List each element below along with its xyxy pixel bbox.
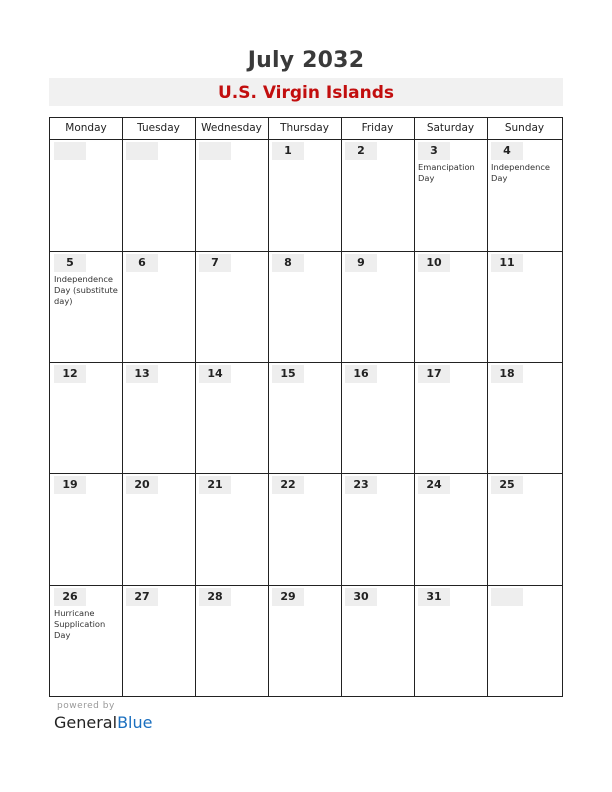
- day-cell[interactable]: [50, 473, 122, 585]
- day-number: 9: [345, 254, 377, 272]
- day-cell[interactable]: [487, 139, 562, 251]
- day-number: 26: [54, 588, 86, 606]
- day-number: 7: [199, 254, 231, 272]
- day-cell[interactable]: [195, 251, 268, 362]
- day-cell[interactable]: [487, 362, 562, 473]
- day-cell[interactable]: [414, 251, 487, 362]
- day-number: 24: [418, 476, 450, 494]
- day-number: 8: [272, 254, 304, 272]
- day-cell[interactable]: [50, 585, 122, 696]
- day-cell[interactable]: [50, 362, 122, 473]
- day-cell[interactable]: [195, 473, 268, 585]
- day-cell[interactable]: [195, 585, 268, 696]
- empty-day-cell: [195, 139, 268, 251]
- day-number: 6: [126, 254, 158, 272]
- region-banner: [49, 78, 563, 106]
- day-number: 21: [199, 476, 231, 494]
- day-number: 15: [272, 365, 304, 383]
- day-cell[interactable]: [487, 251, 562, 362]
- day-number: 20: [126, 476, 158, 494]
- day-number: 28: [199, 588, 231, 606]
- day-number: 30: [345, 588, 377, 606]
- day-number: 14: [199, 365, 231, 383]
- day-number: 10: [418, 254, 450, 272]
- day-cell[interactable]: [341, 139, 414, 251]
- day-cell[interactable]: [268, 251, 341, 362]
- day-number: 4: [491, 142, 523, 160]
- generalblue-logo[interactable]: [54, 713, 152, 732]
- day-number: 17: [418, 365, 450, 383]
- day-number: 25: [491, 476, 523, 494]
- day-cell[interactable]: [122, 362, 195, 473]
- weekday-header-monday: Monday: [65, 122, 107, 134]
- day-cell[interactable]: [268, 362, 341, 473]
- day-cell[interactable]: [414, 585, 487, 696]
- day-number: 18: [491, 365, 523, 383]
- weekday-header-row: [50, 118, 562, 140]
- day-number: 31: [418, 588, 450, 606]
- day-number: 11: [491, 254, 523, 272]
- day-number: 3: [418, 142, 450, 160]
- day-cell[interactable]: [268, 473, 341, 585]
- day-number: 23: [345, 476, 377, 494]
- day-cell[interactable]: [341, 362, 414, 473]
- calendar-grid: [49, 117, 563, 697]
- day-cell[interactable]: [487, 473, 562, 585]
- holiday-label: Independence Day: [491, 162, 551, 183]
- day-number: 29: [272, 588, 304, 606]
- day-number-placeholder: [199, 142, 231, 160]
- brand-part-blue: Blue: [117, 713, 153, 732]
- day-cell[interactable]: [122, 251, 195, 362]
- holiday-label: Independence Day (substitute day): [54, 274, 118, 306]
- weekday-header-thursday: Thursday: [280, 122, 329, 134]
- empty-day-cell: [50, 139, 122, 251]
- holiday-label: Hurricane Supplication Day: [54, 608, 106, 640]
- day-cell[interactable]: [414, 362, 487, 473]
- region-name: U.S. Virgin Islands: [217, 83, 395, 103]
- day-cell[interactable]: [341, 473, 414, 585]
- day-cell[interactable]: [122, 585, 195, 696]
- powered-by-text: powered by: [57, 701, 115, 711]
- day-cell[interactable]: [195, 362, 268, 473]
- day-cell[interactable]: [268, 139, 341, 251]
- day-number-placeholder: [491, 588, 523, 606]
- day-number-placeholder: [126, 142, 158, 160]
- day-cell[interactable]: [341, 251, 414, 362]
- calendar-title: July 2032: [247, 48, 365, 73]
- day-number-placeholder: [54, 142, 86, 160]
- day-cell[interactable]: [341, 585, 414, 696]
- day-number: 19: [54, 476, 86, 494]
- day-number: 27: [126, 588, 158, 606]
- weekday-header-saturday: Saturday: [426, 122, 475, 134]
- weekday-header-tuesday: Tuesday: [137, 122, 180, 134]
- holiday-label: Emancipation Day: [418, 162, 475, 183]
- brand-part-general: General: [54, 713, 118, 732]
- weekday-header-friday: Friday: [361, 122, 394, 134]
- day-number: 16: [345, 365, 377, 383]
- day-cell[interactable]: [414, 473, 487, 585]
- day-cell[interactable]: [122, 473, 195, 585]
- empty-day-cell: [122, 139, 195, 251]
- day-number: 5: [54, 254, 86, 272]
- day-number: 13: [126, 365, 158, 383]
- weekday-header-wednesday: Wednesday: [201, 122, 262, 134]
- day-number: 12: [54, 365, 86, 383]
- day-cell[interactable]: [268, 585, 341, 696]
- day-cell[interactable]: [50, 251, 122, 362]
- empty-day-cell: [487, 585, 562, 696]
- day-number: 1: [272, 142, 304, 160]
- day-number: 22: [272, 476, 304, 494]
- day-cell[interactable]: [414, 139, 487, 251]
- day-number: 2: [345, 142, 377, 160]
- weekday-header-sunday: Sunday: [504, 122, 545, 134]
